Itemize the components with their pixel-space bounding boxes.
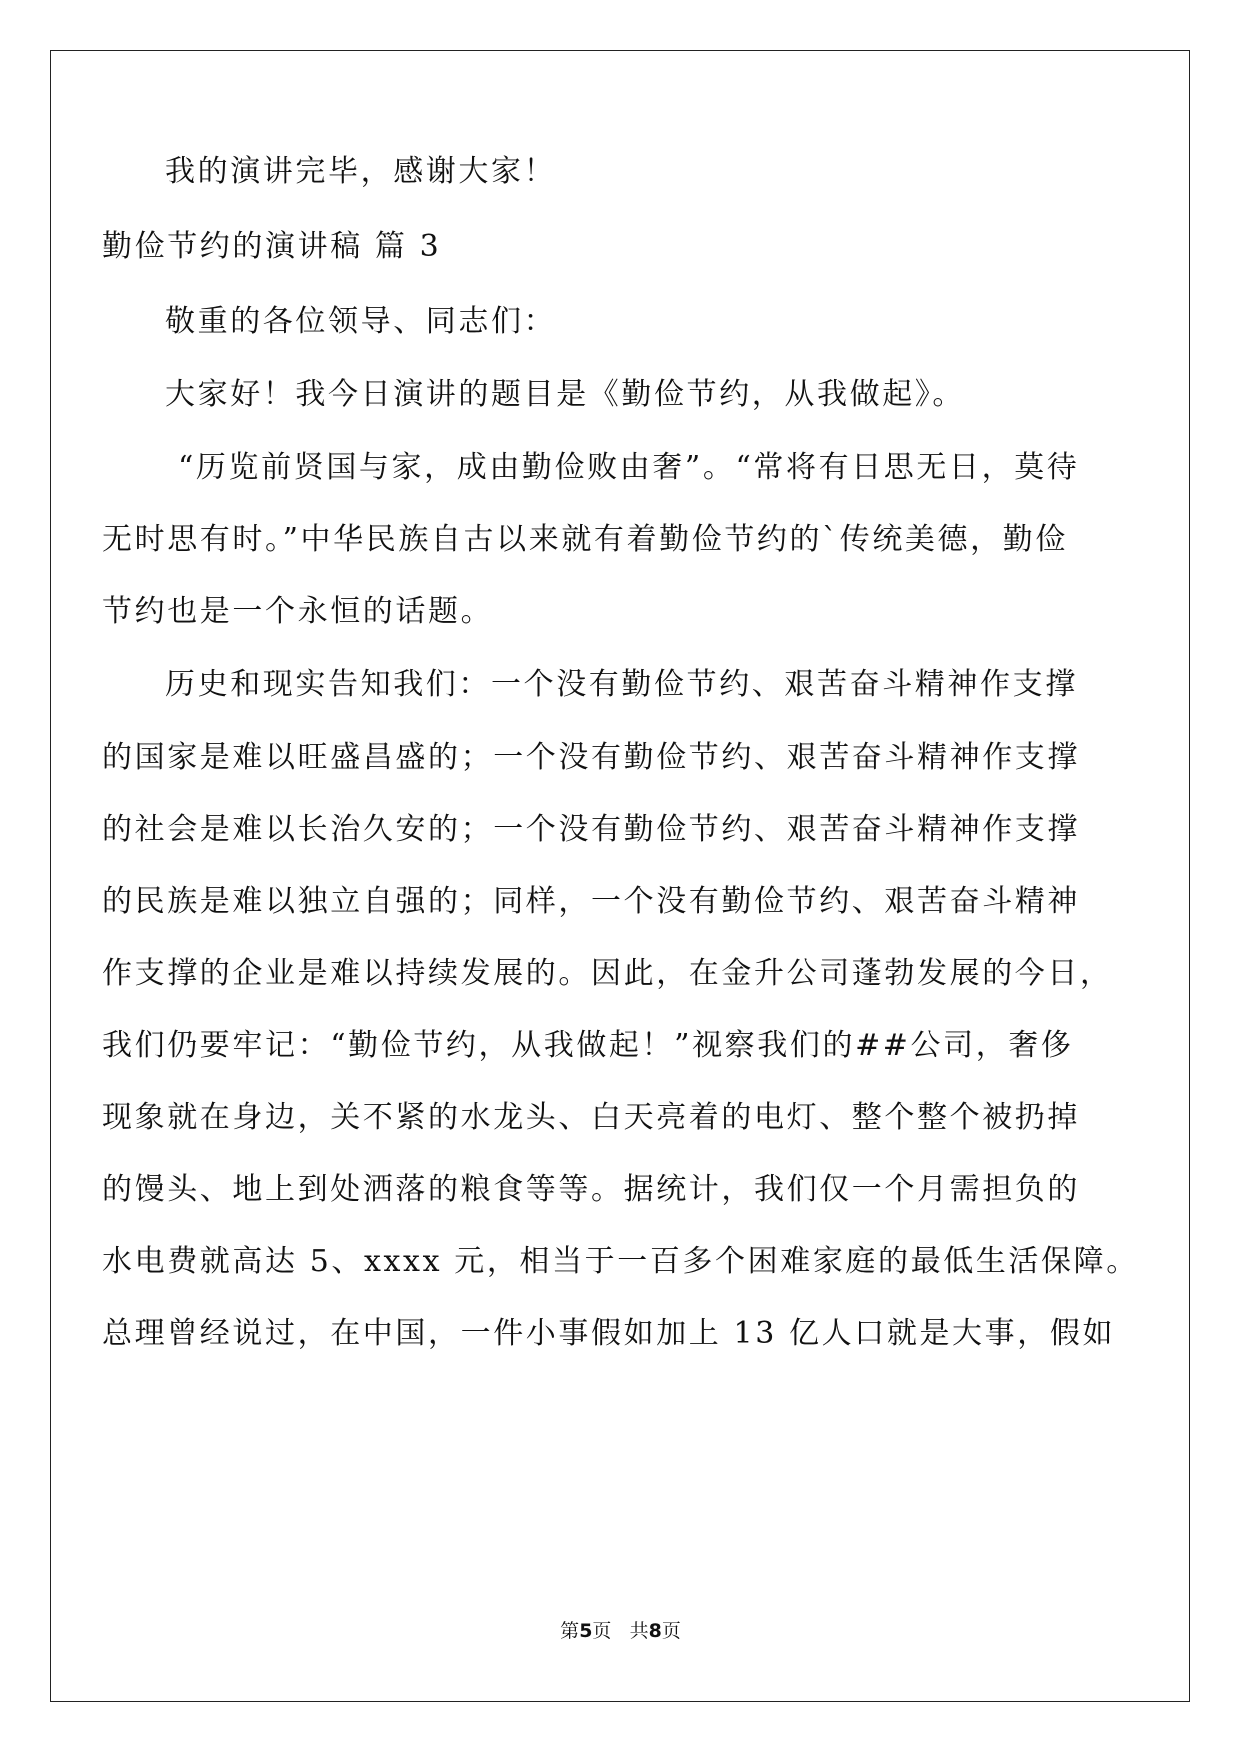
body-line-2: 的国家是难以旺盛昌盛的；一个没有勤俭节约、艰苦奋斗精神作支撑 <box>102 740 1080 775</box>
body-line-9: 水电费就高达 5、xxxx 元，相当于一百多个困难家庭的最低生活保障。 <box>102 1244 1139 1279</box>
body-line-6: 我们仍要牢记：“勤俭节约，从我做起！”视察我们的##公司，奢侈 <box>102 1028 1074 1063</box>
page-footer <box>0 1619 1241 1643</box>
total-suffix: 页 <box>661 1620 681 1642</box>
hello-line: 大家好！我今日演讲的题目是《勤俭节约，从我做起》。 <box>165 377 965 412</box>
page-number: 5 <box>579 1620 593 1642</box>
section-title: 勤俭节约的演讲稿 篇 3 <box>102 229 442 264</box>
body-line-1: 历史和现实告知我们：一个没有勤俭节约、艰苦奋斗精神作支撑 <box>165 667 1078 702</box>
total-pages: 8 <box>648 1620 662 1642</box>
body-line-5: 作支撑的企业是难以持续发展的。因此，在金升公司蓬勃发展的今日， <box>102 956 1113 991</box>
page-border <box>50 50 1190 1702</box>
quote-line-2: 无时思有时。”中华民族自古以来就有着勤俭节约的`传统美德，勤俭 <box>102 522 1068 557</box>
quote-line-3: 节约也是一个永恒的话题。 <box>102 594 494 629</box>
closing-line: 我的演讲完毕，感谢大家！ <box>165 154 557 189</box>
quote-line-1: “历览前贤国与家，成由勤俭败由奢”。“常将有日思无日，莫待 <box>178 450 1080 485</box>
body-line-7: 现象就在身边，关不紧的水龙头、白天亮着的电灯、整个整个被扔掉 <box>102 1100 1080 1135</box>
page-prefix: 第 <box>560 1620 580 1642</box>
greeting-line: 敬重的各位领导、同志们： <box>165 304 557 339</box>
body-line-4: 的民族是难以独立自强的；同样，一个没有勤俭节约、艰苦奋斗精神 <box>102 884 1080 919</box>
body-line-8: 的馒头、地上到处洒落的粮食等等。据统计，我们仅一个月需担负的 <box>102 1172 1080 1207</box>
body-line-3: 的社会是难以长治久安的；一个没有勤俭节约、艰苦奋斗精神作支撑 <box>102 812 1080 847</box>
body-line-10: 总理曾经说过，在中国，一件小事假如加上 13 亿人口就是大事，假如 <box>102 1316 1116 1351</box>
page-suffix: 页 <box>592 1620 612 1642</box>
total-prefix: 共 <box>629 1620 649 1642</box>
